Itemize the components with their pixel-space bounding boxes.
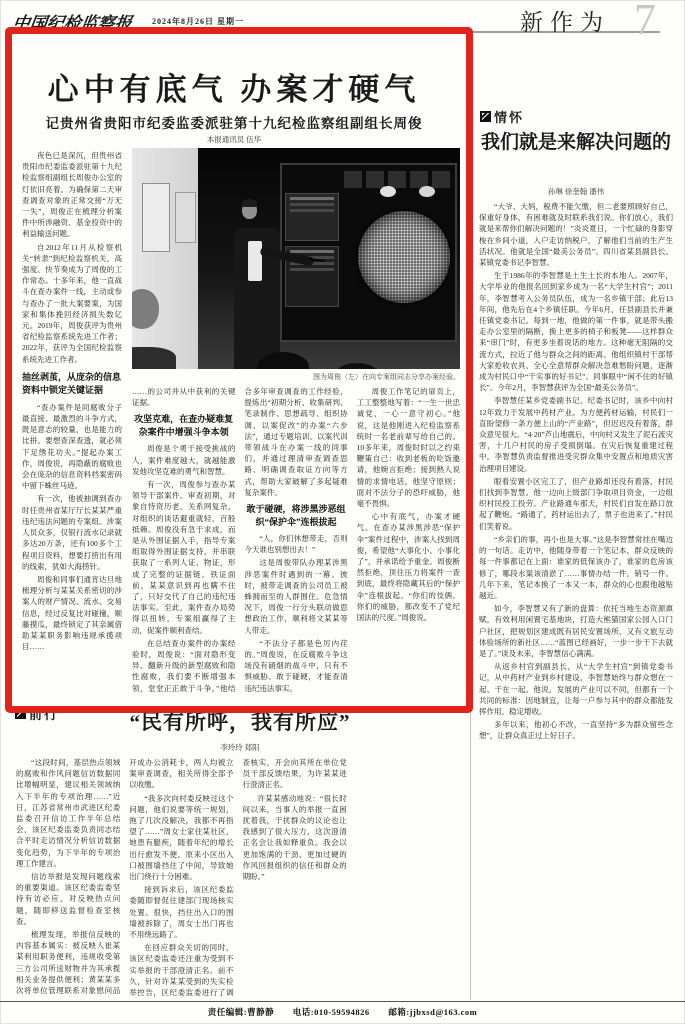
newspaper-masthead: 中国纪检监察报 bbox=[11, 14, 134, 33]
screen-node-ellipse bbox=[419, 186, 435, 197]
main-article-columns-2-4 bbox=[132, 386, 460, 694]
paragraph: 周俊是个勇于接受挑战的人，案件难度越大，就越能激发他攻坚克难的勇气和智慧。 bbox=[132, 444, 236, 476]
paragraph: 多年以来，他初心不改，一直坚持“多为群众留些念想”，让群众真正过上好日子。 bbox=[479, 720, 673, 741]
bottom-article-body bbox=[16, 757, 460, 999]
issue-date: 2024年8月26日 星期一 bbox=[152, 17, 244, 26]
sidebar-headline: 我们就是来解决问题的 bbox=[480, 132, 671, 153]
audience-listener bbox=[132, 347, 176, 369]
sidebar-badge-label: 情怀 bbox=[494, 110, 525, 125]
bottom-badge-label: 前行 bbox=[29, 707, 60, 722]
paragraph: 周俊工作笔记的扉页上，工工整整地写着：“一生一世忠诚党，一心一意守初心。”他说，这是他刚进入纪检监察系统时一名老前辈写给自己的。10多年来，周俊时时以之约束鞭策自己：收到老板的吃饭邀请，他婉言拒绝；接到熟人说情的求情电话，他坚守原则；面对不法分子的恐吓威胁，他毫不畏惧。 bbox=[356, 387, 460, 509]
paragraph: “我多次向村委反映过这个问题，他们说要等统一规划，拖了几次没解决，我都不再指望了……”周女士家住某社区，她患有腿疾，随着年纪的增长出行愈发不便，原来小区出入口被围墙挡住了中间，导致她出门绕行十分困难。 bbox=[129, 793, 234, 882]
paragraph: 许某某感动地说：“很长时间以来，当事人的举报一直困扰着我，干扰群众的议论也让我感到了很大压力，这次澄清正名会让我如释重负。我会以更加饱满的干劲、更加过硬的作风回报组织的信任和群众的期盼。” bbox=[242, 793, 347, 882]
paragraph: 自2012年11月从检察机关“转隶”到纪检监察机关，高强度、快节奏成为了周俊的工作常态。十多年来，他一直战斗在查办案件一线，主动或参与查办了一批大案要案，为国家和集体挽回经济损失数亿元。2019年，周俊获评为贵州省纪检监察系统先进工作者；2022年，获评为全国纪检监察系统先进工作者。 bbox=[22, 242, 122, 364]
section-badge-icon bbox=[480, 111, 491, 122]
paragraph: 在总结查办案件的办案经验时，周俊说：“面对隐形变异、翻新升级的新型腐败和隐性腐败，我们要不断增强本领，堂堂正正敢于斗争。”他结合多年审查调查的工作经验，提炼出“初期分析、收集研判、笔录制作、思想疏导、组织协调、以案促改”的办案“六步法”，通过专题培训、以案代训带领战斗在办案一线的同事们，并通过理清审查调查思路、明确调查取证方向等方式，帮助大家破解了多起疑难复杂案件。 bbox=[132, 387, 348, 693]
paragraph: 眼看安置小区完工了，但产业路却还没有着落，村民们找到李智慧。他一边向上级部门争取项目资金，一边组织村民投工投劳。产业路通车那天，村民们自发在路口放起了鞭炮。“路通了，药材运出去了，票子也进来了。”村民们笑着说。 bbox=[479, 476, 673, 531]
screen-node-ellipse bbox=[380, 186, 396, 197]
bottom-section-badge bbox=[15, 704, 59, 723]
paragraph: 李智慧任某乡党委副书记、纪委书记时，该乡中向村12年致力于发展中药材产业。为方便药材运输，村民们一直盼望修一条方便上山的“产业路”，但迟迟没有着落，群众意见很大。“4·20”芦山地震后，中向村又发生了泥石流灾害，十几户村民的房子受损倒塌。在灾后恢复重建过程中，李智慧负责监督推进受灾群众集中安置点和地质灾害治理项目建设。 bbox=[479, 396, 673, 473]
paragraph: 周俊和同事们通宵达旦地梳理分析与某某关系密切的涉案人的财产情况、流水、交易信息，经过反复比对碰撞，顺藤摸瓜，最终锁定了其亲属借助某某职务影响违规承揽项目…… bbox=[22, 574, 122, 652]
bottom-headline: “民有所呼，我有所应” bbox=[129, 710, 351, 734]
photo-wall-frame bbox=[142, 183, 170, 251]
footer-phone: 电话:010-59594826 bbox=[292, 1007, 370, 1017]
screen-thumbnail-strip bbox=[344, 171, 452, 188]
footer-rule bbox=[0, 1001, 685, 1002]
main-crosshead-1: 抽丝剥茧，从庞杂的信息资料中锁定关键证据 bbox=[22, 371, 122, 395]
footer-colophon bbox=[0, 1006, 685, 1018]
main-crosshead-3: 敢于碰硬，将涉黑涉恶组织“保护伞”连根拔起 bbox=[246, 504, 346, 528]
paragraph: ……的公司并从中获利的关键证据。 bbox=[132, 387, 236, 408]
paragraph: “大爷、大妈，税费不能欠缴，但二老要照顾好自己，保重好身体，有困难就及时联系我们说。你们放心，我们就是来帮你们解决问题的！”炎炎夏日，一个忙碌的身影穿梭在乡间小道，入户走访纳税户，了解他们当前的生产生活状况。他就是全国“最美公务员”、四川省某县副县长、某镇党委书记李智慧。 bbox=[479, 202, 673, 268]
paragraph: “这段时间，基层热点领域的腐败和作风问题信访数据同比增幅明显，建议相关领域纳入下半年的专项治理……”近日，江苏省常州市武进区纪委监委召开信访工作半年总结会，该区纪委监委负责同志结合平时走访情况分析信访数据变化趋势，为下半年的专项治理工作建言。 bbox=[16, 758, 121, 868]
photo-presentation-screen bbox=[280, 163, 458, 342]
paragraph: 夜色已是深沉，但贵州省贵阳市纪委监委派驻第十九纪检监察组副组长周俊办公室的灯依旧亮着。为确保第二天审查调查对象的正常交接“万无一失”，周俊正在梳理分析案件中所涉融资、基金投资中的利益输送问题。 bbox=[22, 151, 122, 239]
paragraph: “不法分子都是色厉内荏的。”周俊说，在反腐败斗争这场没有硝烟的战斗中，只有不惧威胁、敢于碰硬，才能查清违纪违法事实。 bbox=[244, 638, 348, 693]
sidebar-article-body bbox=[479, 201, 673, 999]
section-badge-icon bbox=[15, 708, 26, 719]
paragraph: “乡亲们的事，再小也是大事。”这是李智慧常挂在嘴边的一句话。走访中，他随身带着一个笔记本，群众反映的每一件事都记在上面：谁家的低保该办了，谁家的危房该修了，哪段水渠该清淤了……事情办结一件，销号一件。几年下来，笔记本换了一本又一本，群众的心也跟他越贴越近。 bbox=[479, 534, 673, 600]
main-crosshead-2: 攻坚克难，在查办疑难复杂案件中增强斗争本领 bbox=[134, 414, 234, 438]
page-number: 7 bbox=[634, 0, 656, 44]
paragraph: 心中有底气，办案才硬气。在查办某涉黑涉恶“保护伞”案件过程中，涉案人找到周俊，希望他“大事化小、小事化了”，并承诺给予重金。周俊断然拒绝，顶住压力将案件一查到底，最终将隐藏其后的“保护伞”连根拔起。“你们的伎俩、你们的威胁，都改变不了党纪国法的尺度。”周俊说。 bbox=[356, 512, 460, 623]
photo-wall bbox=[132, 148, 207, 369]
photo-caption: 图为周俊（左）在向专案组同志分享办案经验。 bbox=[313, 373, 460, 381]
paragraph: 梳理发现，举报信反映的内容基本属实：被反映人崔某某利用职务便利，违规收受第三方公司所送财物并为其承揽相关业务提供便利；黄某某多次将单位管理联系对象慰问品开成办公消耗卡，两人均被立案审查调查，相关所得全部予以收缴。 bbox=[16, 758, 234, 996]
paragraph: 在回应群众关切的同时，该区纪委监委还注重为受到不实举报的干部澄清正名。前不久，针对许某某受到的失实检举控告，区纪委监委进行了调查核实，开会向其所在单位党员干部反馈结果，为许某某进行澄清正名。 bbox=[129, 758, 347, 998]
paragraph: 从返乡村官到副县长，从“大学生村官”到镇党委书记，从中药材产业到乡村建设，李智慧始终与群众想在一起、干在一起。他说，发展的产业可以不同，但都有一个共同的标准：因地制宜，让每一户参与其中的群众都能发挥作用、稳定增收。 bbox=[479, 662, 673, 716]
paragraph: 信访举报是发现问题线索的重要渠道。该区纪委监委坚持有访必应，对反映热点问题，随即移送监督检查室核查。 bbox=[16, 872, 121, 926]
article-photo bbox=[132, 148, 460, 369]
footer-email: 邮箱:jjbxsd@163.com bbox=[388, 1007, 478, 1017]
screen-panel bbox=[285, 193, 339, 240]
screen-scatter-cluster bbox=[358, 211, 450, 303]
sidebar-byline: 孙琳 徐奎翰 潘伟 bbox=[547, 187, 605, 196]
paragraph: “人，你们休想带走，否则今天谁也别想出去！” bbox=[244, 534, 348, 555]
presenter-hair bbox=[242, 199, 257, 207]
photo-wall-frame bbox=[175, 192, 197, 243]
main-article-column-1 bbox=[22, 150, 122, 694]
header-rule-left bbox=[200, 31, 420, 32]
main-headline: 心中有底气 办案才硬气 bbox=[47, 72, 421, 107]
section-title: 新作为 bbox=[520, 10, 610, 35]
presenter-shirt bbox=[248, 241, 262, 281]
column-divider bbox=[470, 110, 471, 1000]
footer-editor: 责任编辑:曹静静 bbox=[207, 1007, 275, 1017]
paragraph: 接到诉求后，该区纪委监委随即督促住建部门现场核实处置。很快，挡住出入口的围墙被拆除了，周女士出门再也不用绕远路了。 bbox=[129, 885, 234, 940]
main-byline: 本报通讯员 伍华 bbox=[206, 135, 262, 144]
bottom-byline: 李玲玲 郑阳 bbox=[220, 743, 260, 752]
paragraph: 有一次，他被抽调到查办时任贵州省某厅厅长某某严重违纪违法问题的专案组。涉案人员众多，仅银行流水记录就多达20万条，还有100多个工程项目资料，想要打捞出有用的线索，犹如大海捞针。 bbox=[22, 494, 122, 571]
main-subheadline: 记贵州省贵阳市纪委监委派驻第十九纪检监察组副组长周俊 bbox=[45, 116, 423, 131]
paragraph: 有一次，周俊参与查办某领导干部案件。审查初期，对象自恃资历老、关系网复杂，对组织的谈话避重就轻、百般抵赖。周俊没有急于求成，而是从外围证据入手，指导专案组取得外围证据支持，并串联获取了一系列人证、物证，形成了完整的证据链。铁证面前，某某意识到再也瞒不住了，只好交代了自己的违纪违法事实。至此，案件查办局势得以扭转，专案组赢得了主动，促案件顺利查结。 bbox=[132, 480, 236, 635]
sidebar-section-badge bbox=[480, 107, 524, 126]
paragraph: 如今，李智慧又有了新的盘算：依托当地生态资源禀赋，有效利用闲置宅基地块，打造大熊猫国家公园入口门户社区，把规划区建成既有居民安置场所、又有文旅互动体验场所的新社区……“蓝图已经画好，一步一步干下去就是了。”谈及未来，李智慧信心满满。 bbox=[479, 604, 673, 658]
paragraph: “查办案件是同腐败分子最直接、最激烈的斗争方式，既是意志的较量，也是能力的比拼。要想查深查透，就必须下足绣花功夫。”提起办案工作，周俊说，再隐蔽的腐败也会在庞杂的信息资料档案密码中留下蛛丝马迹。 bbox=[22, 402, 122, 491]
paragraph: 生于1986年的李智慧是土生土长的本地人。2007年，大学毕业的他报名回到家乡成为一名“大学生村官”；2011年，李智慧考入公务员队伍，成为一名乡镇干部；此后13年间，他先后在4个乡镇任职。今年6月，任县副县长并兼任镇党委书记。每到一地，他做的第一件事，就是带头搬走办公室里的隔断，换上更多的椅子和板凳——这样群众来“串门”时，有更多坐着说话的地方。这种毫无阻隔的交流方式，拉近了他与群众之间的距离。他组织镇村干部帮大家抢收农具、全心全意帮群众解决急难愁盼问题，逐渐成为村民口中“干实事的好书记”、同事眼中“闲不住的好镇长”。今年2月，李智慧获评为全国“最美公务员”。 bbox=[479, 271, 673, 393]
paragraph: 这是周俊带队办理某涉黑涉恶案件时遇到的一幕。彼时，被带走调查的公司员工被蜂拥而至的人群围住。危急情况下，周俊一行分头联动做思想政治工作，顺利将文某某等人带走。 bbox=[244, 558, 348, 635]
